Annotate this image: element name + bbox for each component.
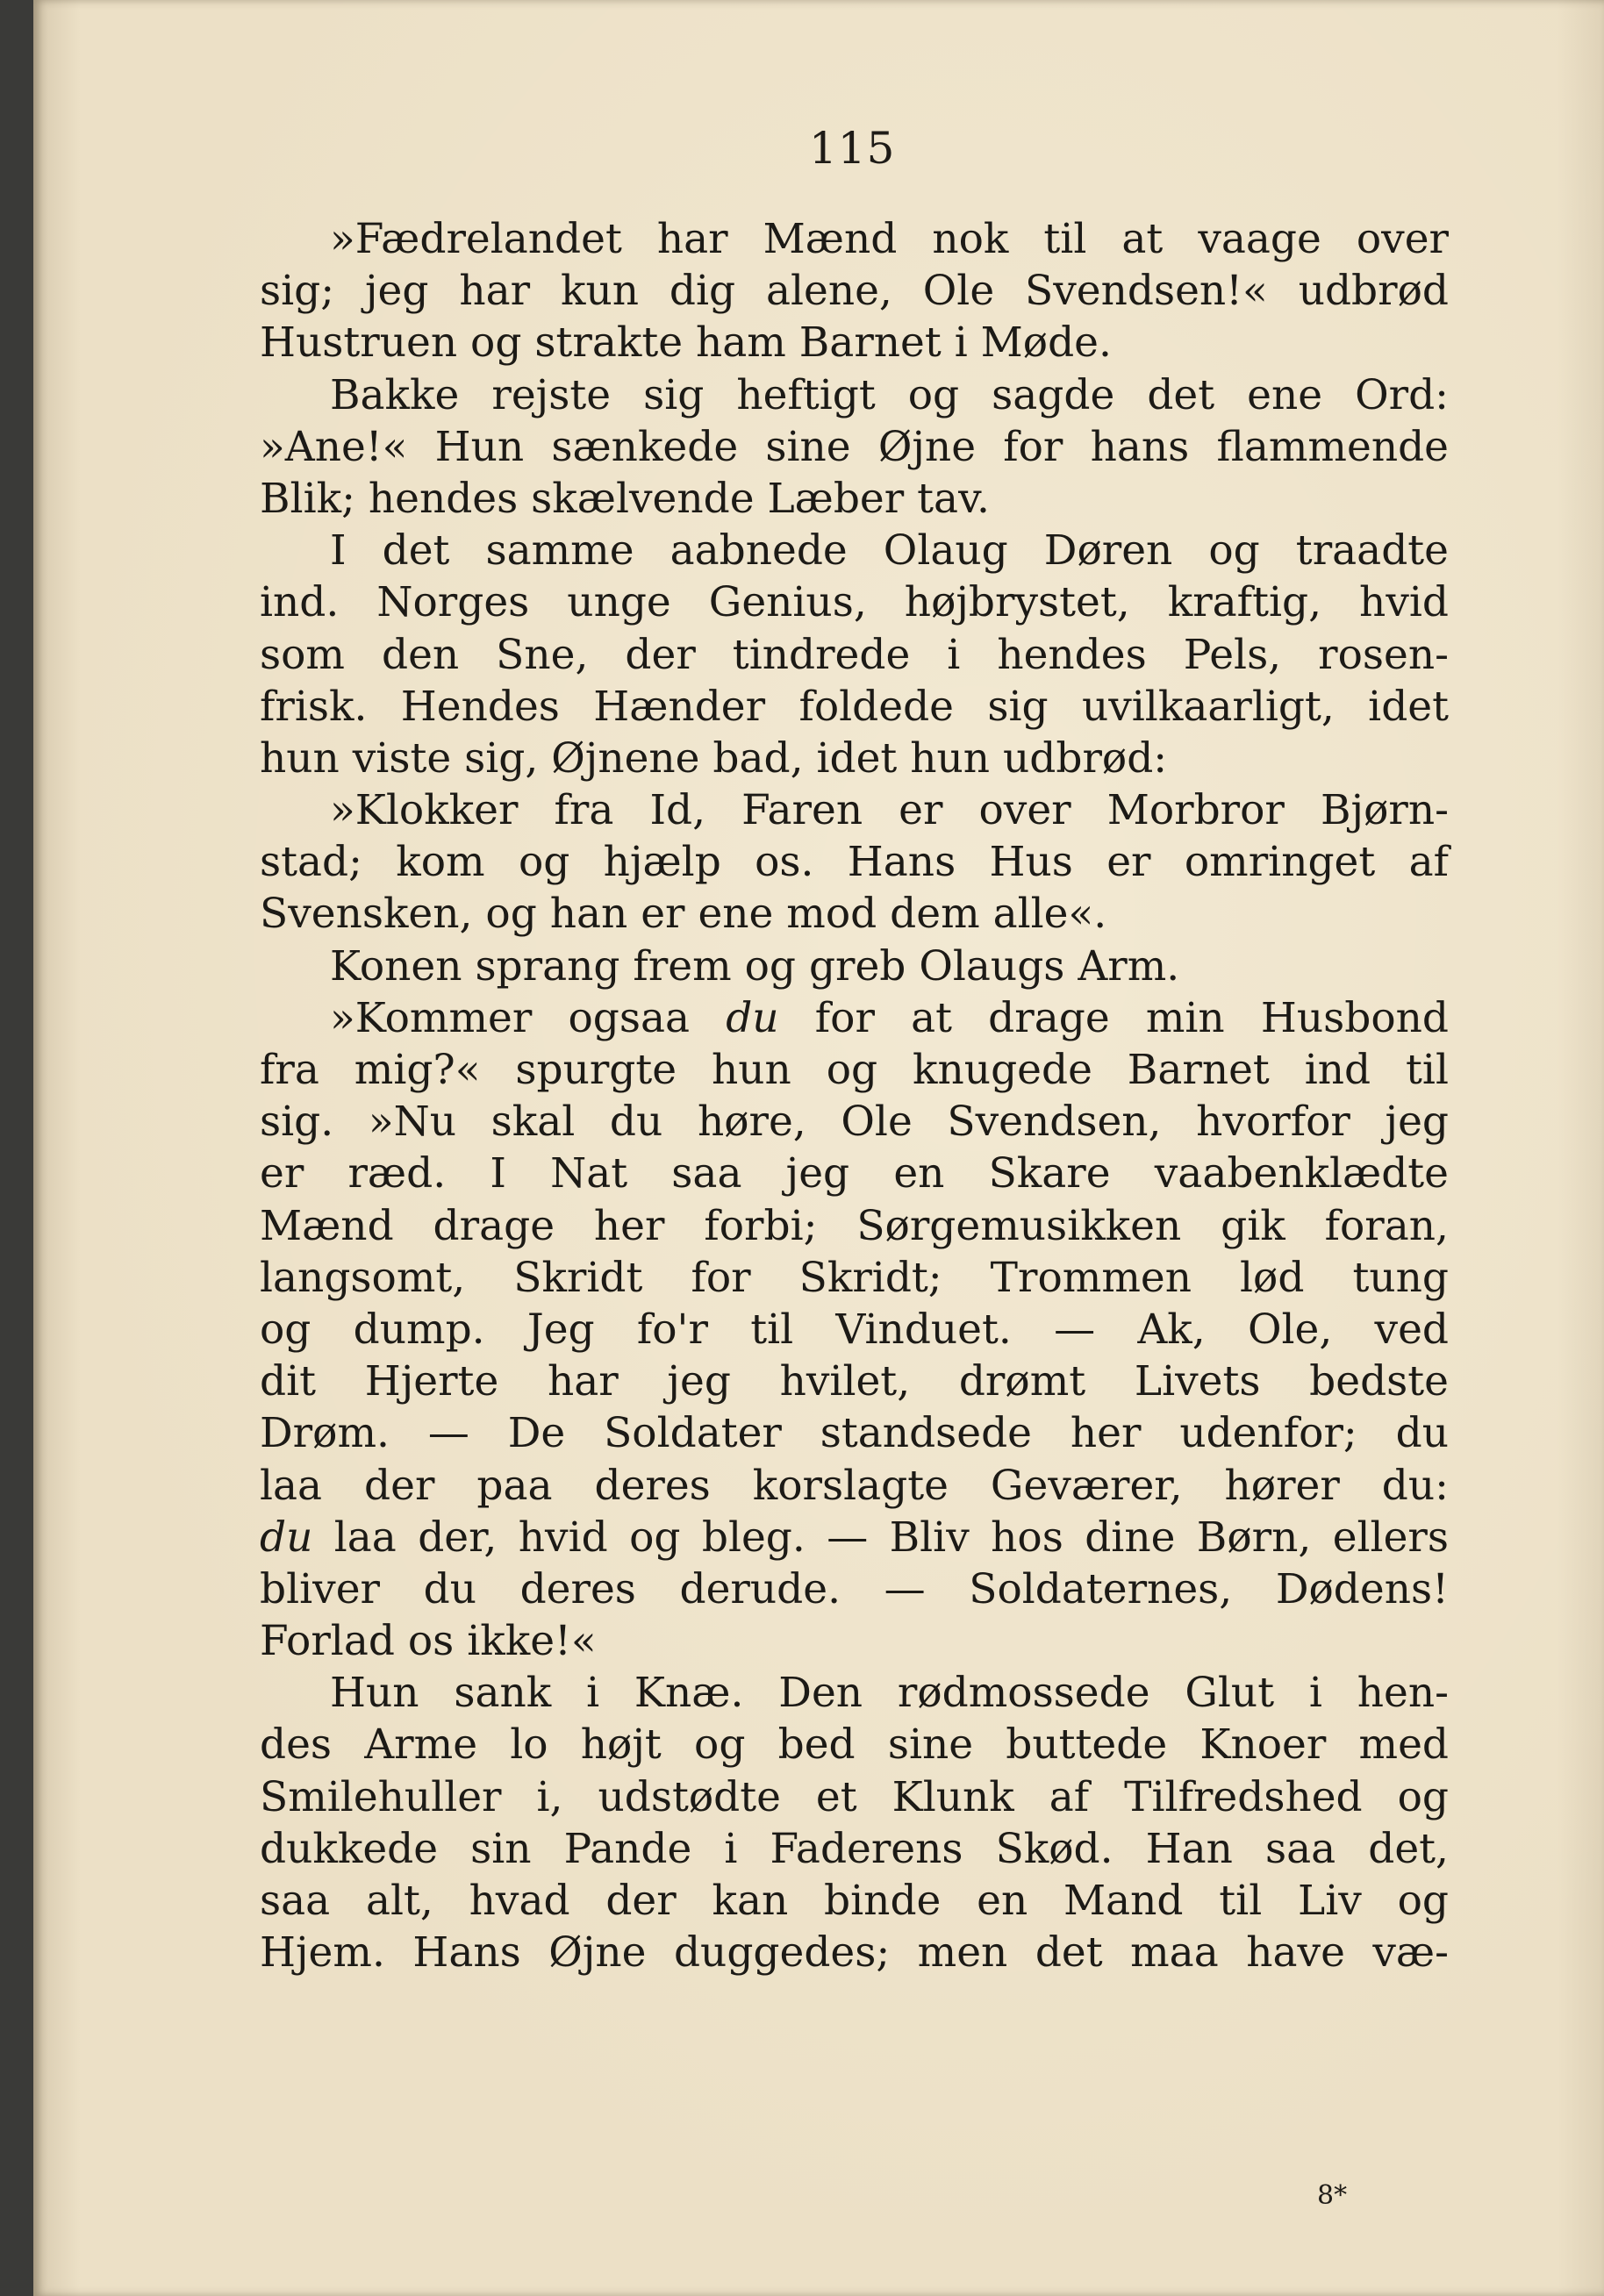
text-line: I det samme aabnede Olaug Døren og traadte — [330, 526, 1449, 576]
text-line: saa alt, hvad der kan binde en Mand til Liv og — [260, 1877, 1449, 1925]
text-line: Mænd drage her forbi; Sørgemusikken gik foran, — [260, 1201, 1449, 1250]
text-line: dit Hjerte har jeg hvilet, drømt Livets bedste — [260, 1357, 1449, 1406]
text-line: som den Sne, der tindrede i hendes Pels, rosen- — [260, 630, 1449, 679]
text-line: Bakke rejste sig heftigt og sagde det ene Ord: — [330, 370, 1449, 419]
text-line: laa der paa deres korslagte Geværer, hører du: — [260, 1461, 1449, 1510]
text-line: Konen sprang frem og greb Olaugs Arm. — [330, 941, 1180, 991]
body-text — [260, 213, 1449, 1978]
text-line: fra mig?« spurgte hun og knugede Barnet ind til — [260, 1046, 1449, 1094]
text-line: bliver du deres derude. — Soldaternes, Dødens! — [260, 1564, 1449, 1613]
text-line: »Klokker fra Id, Faren er over Morbror Bjørn- — [330, 786, 1449, 835]
text-line: dukkede sin Pande i Faderens Skød. Han saa det, — [260, 1824, 1449, 1873]
text-line: frisk. Hendes Hænder foldede sig uvilkaarligt, idet — [260, 682, 1449, 731]
text-line: Blik; hendes skælvende Læber tav. — [260, 474, 990, 523]
text-line: des Arme lo højt og bed sine buttede Knoer med — [260, 1720, 1449, 1770]
text-line: sig; jeg har kun dig alene, Ole Svendsen!« udbrød — [260, 267, 1449, 316]
text-line: langsomt, Skridt for Skridt; Trommen lød tung — [260, 1253, 1449, 1302]
text-line: Hustruen og strakte ham Barnet i Møde. — [260, 318, 1112, 368]
text-line: du laa der, hvid og bleg. — Bliv hos dine Børn, ellers — [260, 1513, 1449, 1562]
page-number: 115 — [809, 123, 896, 174]
text-line: og dump. Jeg fo'r til Vinduet. — Ak, Ole, ved — [260, 1305, 1449, 1354]
text-line: Smilehuller i, udstødte et Klunk af Tilfredshed og — [260, 1772, 1449, 1821]
text-line: Hjem. Hans Øjne duggedes; men det maa have væ- — [260, 1928, 1449, 1978]
text-line: hun viste sig, Øjnene bad, idet hun udbrød: — [260, 733, 1168, 783]
text-line: Drøm. — De Soldater standsede her udenfor; du — [260, 1409, 1449, 1458]
text-line: Svensken, og han er ene mod dem alle«. — [260, 890, 1107, 939]
text-line: »Kommer ogsaa du for at drage min Husbond — [330, 993, 1449, 1042]
book-page — [33, 0, 1604, 2296]
text-line: »Ane!« Hun sænkede sine Øjne for hans flammende — [260, 422, 1449, 471]
text-line: Hun sank i Knæ. Den rødmossede Glut i hen- — [330, 1669, 1449, 1718]
text-line: stad; kom og hjælp os. Hans Hus er omringet af — [260, 838, 1449, 887]
text-line: ind. Norges unge Genius, højbrystet, kraftig, hvid — [260, 578, 1449, 627]
text-line: »Fædrelandet har Mænd nok til at vaage over — [330, 215, 1449, 263]
text-line: Forlad os ikke!« — [260, 1617, 597, 1666]
text-line: er ræd. I Nat saa jeg en Skare vaabenklædte — [260, 1149, 1449, 1198]
text-line: sig. »Nu skal du høre, Ole Svendsen, hvorfor jeg — [260, 1098, 1449, 1147]
signature-mark: 8* — [1317, 2180, 1348, 2211]
